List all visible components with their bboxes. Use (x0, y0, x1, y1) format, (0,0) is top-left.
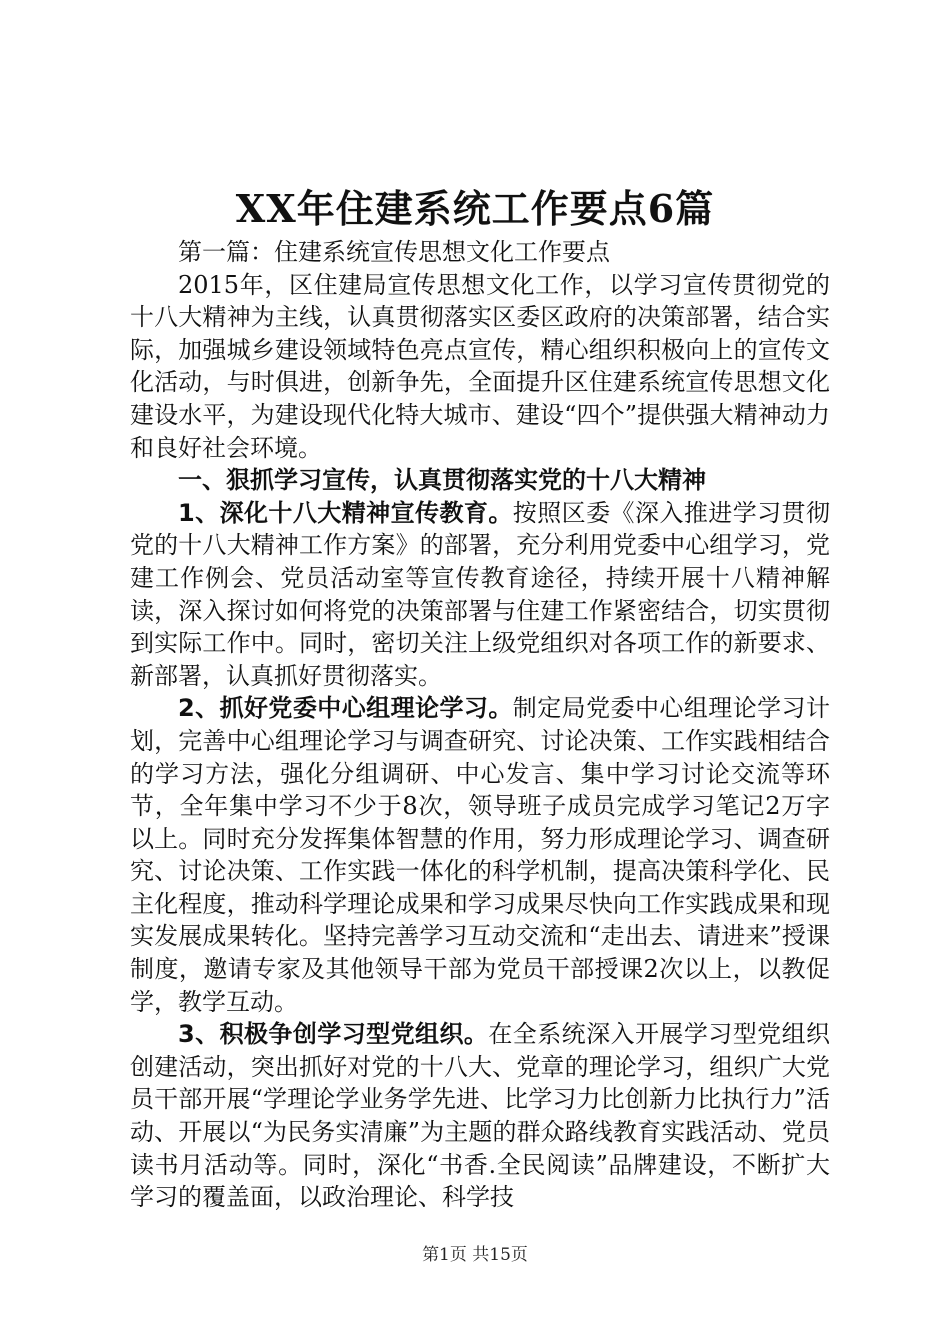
section-heading: 一、狠抓学习宣传，认真贯彻落实党的十八大精神 (178, 466, 706, 495)
document-body (130, 236, 830, 1214)
item-text-2: 制定局党委中心组理论学习计划，完善中心组理论学习与调查研究、讨论决策、工作实践相结合的学习方法，强化分组调研、中心发言、集中学习讨论交流等环节，全年集中学习不少于8次，领导班子成员完成学习笔记2万字以上。同时充分发挥集体智慧的作用，努力形成理论学习、调查研究、讨论决策、工作实践一体化的科学机制，提高决策科学化、民主化程度，推动科学理论成果和学习成果尽快向工作实践成果和现实发展成果转化。坚持完善学习互动交流和“走出去、请进来”授课制度，邀请专家及其他领导干部为党员干部授课2次以上，以教促学，教学互动。 (130, 694, 830, 1016)
item-text-3: 在全系统深入开展学习型党组织创建活动，突出抓好对党的十八大、党章的理论学习，组织广大党员干部开展“学理论学业务学先进、比学习力比创新力比执行力”活动、开展以“为民务实清廉”为主题的群众路线教育实践活动、党员读书月活动等。同时，深化“书香.全民阅读”品牌建设，不断扩大学习的覆盖面，以政治理论、科学技 (130, 1020, 831, 1212)
item-lead-3: 3、积极争创学习型党组织。 (178, 1020, 489, 1049)
item-paragraph-1 (130, 497, 830, 693)
item-text-1: 按照区委《深入推进学习贯彻党的十八大精神工作方案》的部署，充分利用党委中心组学习，党建工作例会、党员活动室等宣传教育途径，持续开展十八精神解读，深入探讨如何将党的决策部署与住建工作紧密结合，切实贯彻到实际工作中。同时，密切关注上级党组织对各项工作的新要求、新部署，认真抓好贯彻落实。 (130, 498, 830, 690)
item-paragraph-2 (130, 692, 830, 1018)
item-lead-2: 2、抓好党委中心组理论学习。 (178, 694, 513, 723)
page-footer: 第1页 共15页 (422, 1245, 528, 1265)
item-paragraph-3 (130, 1018, 830, 1214)
part-heading: 第一篇：住建系统宣传思想文化工作要点 (178, 238, 610, 266)
document-title: XX年住建系统工作要点6篇 (235, 186, 715, 231)
intro-paragraph: 2015年，区住建局宣传思想文化工作，以学习宣传贯彻党的十八大精神为主线，认真贯彻落实区委区政府的决策部署，结合实际，加强城乡建设领域特色亮点宣传，精心组织积极向上的宣传文化活动，与时俱进，创新争先，全面提升区住建系统宣传思想文化建设水平，为建设现代化特大城市、建设“四个”提供强大精神动力和良好社会环境。 (130, 270, 830, 462)
item-lead-1: 1、深化十八大精神宣传教育。 (178, 498, 513, 527)
